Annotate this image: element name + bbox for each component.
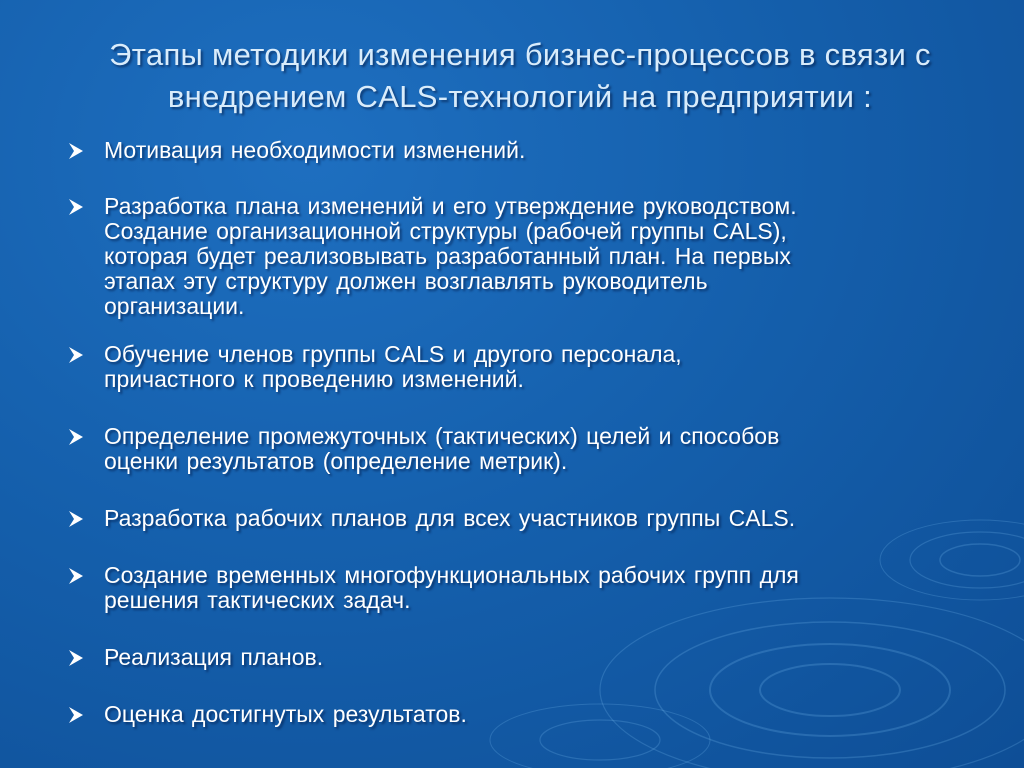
bullet-item xyxy=(66,702,986,727)
arrowhead-bullet-icon xyxy=(66,509,86,529)
arrowhead-bullet-icon xyxy=(66,197,86,217)
arrowhead-bullet-icon xyxy=(66,141,86,161)
bullet-item xyxy=(66,138,986,163)
bullet-item xyxy=(66,342,986,392)
bullet-item xyxy=(66,506,986,531)
bullet-line: Создание организационной структуры (рабочей группы CALS), xyxy=(104,218,787,244)
bullet-line: Создание временных многофункциональных рабочих групп для xyxy=(104,562,799,588)
bullet-line: решения тактических задач. xyxy=(104,587,411,613)
slide-title xyxy=(40,34,1000,118)
bullet-item xyxy=(66,424,986,474)
bullet-line: Разработка плана изменений и его утверждение руководством. xyxy=(104,193,797,219)
bullet-item xyxy=(66,645,986,670)
arrowhead-bullet-icon xyxy=(66,427,86,447)
bullet-line: которая будет реализовывать разработанный план. На первых xyxy=(104,243,791,269)
bullet-line: этапах эту структуру должен возглавлять руководитель xyxy=(104,268,708,294)
arrowhead-bullet-icon xyxy=(66,705,86,725)
bullet-line: Оценка достигнутых результатов. xyxy=(104,701,467,727)
bullet-line: Мотивация необходимости изменений. xyxy=(104,137,526,163)
arrowhead-bullet-icon xyxy=(66,648,86,668)
bullet-line: оценки результатов (определение метрик). xyxy=(104,448,568,474)
title-line-2: внедрением CALS-технологий на предприятии : xyxy=(167,79,873,114)
bullet-item xyxy=(66,194,986,319)
bullet-item xyxy=(66,563,986,613)
bullet-line: Реализация планов. xyxy=(104,644,324,670)
bullet-line: Определение промежуточных (тактических) целей и способов xyxy=(104,423,780,449)
arrowhead-bullet-icon xyxy=(66,345,86,365)
title-line-1: Этапы методики изменения бизнес-процессов в связи с xyxy=(109,37,931,72)
bullet-line: организации. xyxy=(104,293,245,319)
arrowhead-bullet-icon xyxy=(66,566,86,586)
bullet-line: Разработка рабочих планов для всех участников группы CALS. xyxy=(104,505,796,531)
bullet-line: причастного к проведению изменений. xyxy=(104,366,524,392)
bullet-line: Обучение членов группы CALS и другого персонала, xyxy=(104,341,682,367)
bullet-list xyxy=(66,138,986,727)
